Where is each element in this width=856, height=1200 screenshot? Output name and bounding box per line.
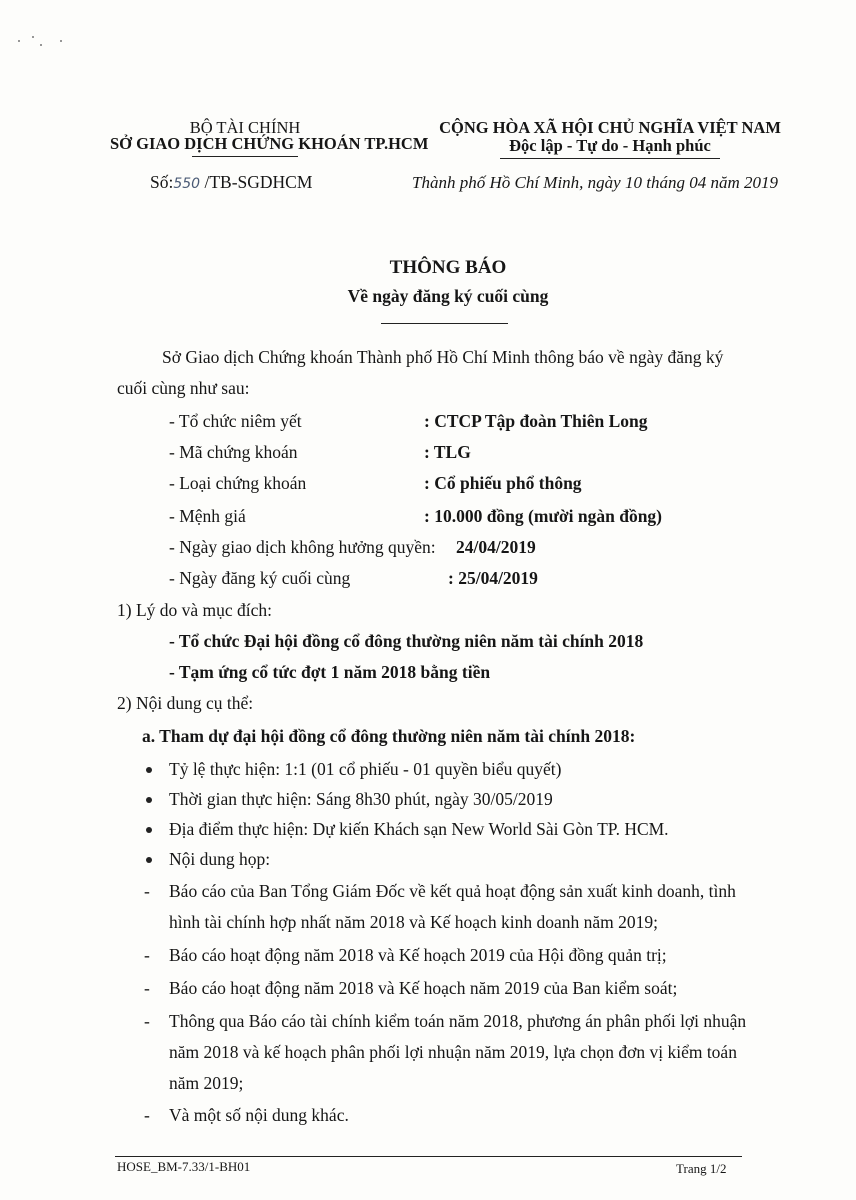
- agenda-line: Báo cáo hoạt động năm 2018 và Kế hoạch 2019 của Hội đồng quản trị;: [169, 945, 667, 965]
- section-2-heading: 2) Nội dung cụ thể:: [117, 693, 254, 713]
- agenda-line: Báo cáo hoạt động năm 2018 và Kế hoạch năm 2019 của Ban kiểm soát;: [169, 978, 678, 998]
- field-value-par-value: : 10.000 đồng (mười ngàn đồng): [424, 506, 663, 526]
- agenda-dash: -: [144, 978, 150, 998]
- bullet-item: Nội dung họp:: [169, 849, 271, 869]
- agenda-line: năm 2018 và kế hoạch phân phối lợi nhuận năm 2019, lựa chọn đơn vị kiểm toán: [169, 1042, 737, 1062]
- intro-line-2: cuối cùng như sau:: [117, 378, 250, 398]
- section-1-item: - Tổ chức Đại hội đồng cổ đông thường niên năm tài chính 2018: [169, 631, 644, 651]
- right-header-underline: [500, 158, 720, 159]
- agenda-line: năm 2019;: [169, 1073, 244, 1093]
- agenda-line: Và một số nội dung khác.: [169, 1105, 349, 1125]
- field-label-listing-org: - Tổ chức niêm yết: [169, 411, 302, 431]
- field-label-par-value: - Mệnh giá: [169, 506, 246, 526]
- bullet-dot: [146, 857, 152, 863]
- agenda-dash: -: [144, 881, 150, 901]
- country-name: CỘNG HÒA XÃ HỘI CHỦ NGHĨA VIỆT NAM: [439, 118, 781, 137]
- agenda-line: Báo cáo của Ban Tổng Giám Đốc về kết quả hoạt động sản xuất kinh doanh, tình: [169, 881, 736, 901]
- agenda-dash: -: [144, 1011, 150, 1031]
- doc-number-suffix: /TB-SGDHCM: [204, 172, 313, 192]
- exchange-name: SỞ GIAO DỊCH CHỨNG KHOÁN TP.HCM: [110, 134, 429, 153]
- field-value-ticker: : TLG: [424, 442, 471, 462]
- agenda-line: hình tài chính hợp nhất năm 2018 và Kế hoạch kinh doanh năm 2019;: [169, 912, 658, 932]
- section-1-item: - Tạm ứng cổ tức đợt 1 năm 2018 bằng tiền: [169, 662, 491, 682]
- left-header-underline: [192, 156, 298, 157]
- agenda-dash: -: [144, 1105, 150, 1125]
- intro-line-1: Sở Giao dịch Chứng khoán Thành phố Hồ Chí Minh thông báo về ngày đăng ký: [162, 347, 724, 367]
- ministry-name: BỘ TÀI CHÍNH: [189, 118, 301, 137]
- document-subtitle: Về ngày đăng ký cuối cùng: [347, 286, 549, 306]
- field-value-security-type: : Cổ phiếu phổ thông: [424, 473, 582, 493]
- field-label-record-date: - Ngày đăng ký cuối cùng: [169, 568, 351, 588]
- field-value-listing-org: : CTCP Tập đoàn Thiên Long: [424, 411, 648, 431]
- field-value-ex-rights-date: 24/04/2019: [456, 537, 536, 557]
- field-label-security-type: - Loại chứng khoán: [169, 473, 307, 493]
- doc-number-handwritten: 550: [173, 176, 201, 192]
- field-value-record-date: : 25/04/2019: [448, 568, 538, 588]
- bullet-item: Thời gian thực hiện: Sáng 8h30 phút, ngày 30/05/2019: [169, 789, 553, 809]
- document-number: [150, 171, 312, 195]
- title-underline: [381, 323, 508, 324]
- document-title: THÔNG BÁO: [389, 257, 507, 278]
- agenda-line: Thông qua Báo cáo tài chính kiểm toán năm 2018, phương án phân phối lợi nhuận: [169, 1011, 747, 1031]
- field-label-ex-rights-date: - Ngày giao dịch không hưởng quyền:: [169, 537, 436, 557]
- section-1-heading: 1) Lý do và mục đích:: [117, 600, 273, 620]
- section-2a-heading: a. Tham dự đại hội đồng cổ đông thường niên năm tài chính 2018:: [142, 726, 636, 746]
- footer-form-code: HOSE_BM-7.33/1-BH01: [117, 1159, 251, 1174]
- bullet-dot: [146, 767, 152, 773]
- field-label-ticker: - Mã chứng khoán: [169, 442, 298, 462]
- bullet-item: Địa điểm thực hiện: Dự kiến Khách sạn New World Sài Gòn TP. HCM.: [169, 819, 669, 839]
- doc-number-prefix: Số:: [150, 172, 174, 192]
- bullet-item: Tỷ lệ thực hiện: 1:1 (01 cổ phiếu - 01 quyền biểu quyết): [169, 759, 562, 779]
- footer-page-number: Trang 1/2: [676, 1161, 727, 1176]
- document-date: Thành phố Hồ Chí Minh, ngày 10 tháng 04 năm 2019: [412, 173, 778, 192]
- agenda-dash: -: [144, 945, 150, 965]
- bullet-dot: [146, 797, 152, 803]
- footer-rule: [115, 1156, 742, 1157]
- bullet-dot: [146, 827, 152, 833]
- country-motto: Độc lập - Tự do - Hạnh phúc: [509, 136, 711, 155]
